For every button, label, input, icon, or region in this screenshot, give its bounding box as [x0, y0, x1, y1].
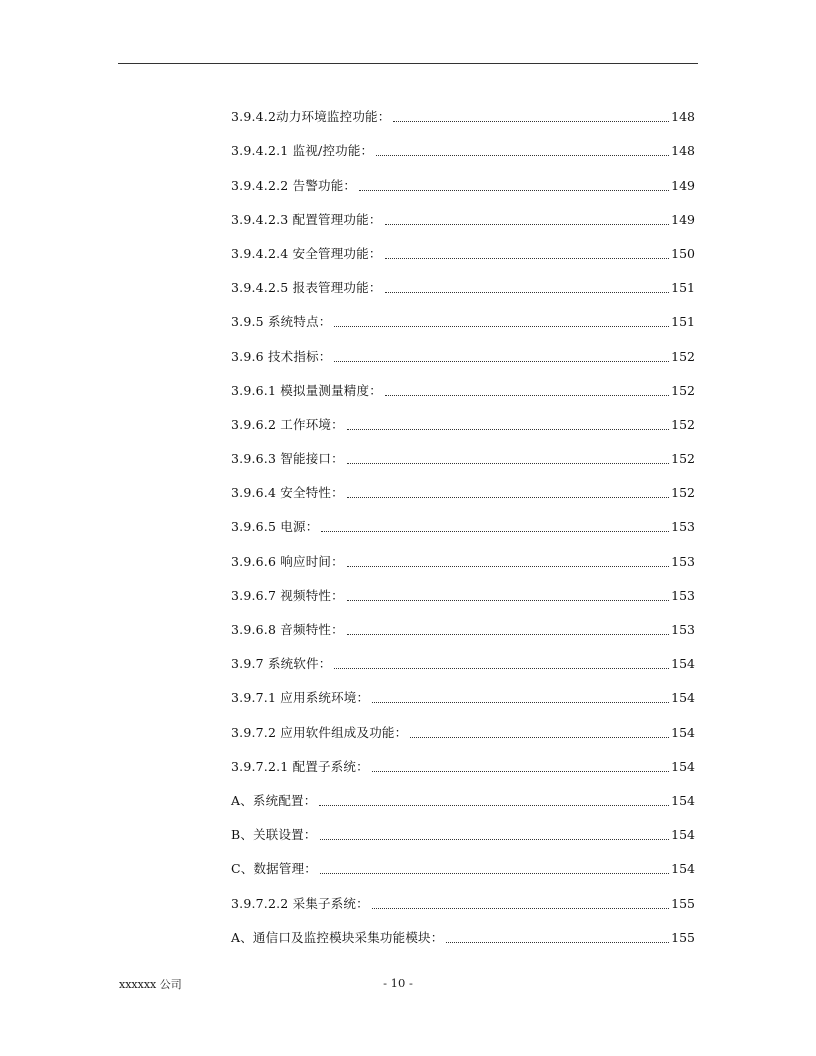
toc-entry-title: C、数据管理： [231, 861, 317, 877]
dot-leader [347, 496, 669, 498]
toc-entry-page: 154 [671, 690, 695, 706]
toc-entry[interactable] [231, 778, 695, 812]
toc-entry-title: B、关联设置： [231, 827, 317, 843]
dot-leader [385, 223, 670, 225]
toc-entry[interactable] [231, 333, 695, 367]
toc-entry[interactable] [231, 880, 695, 914]
table-of-contents [231, 94, 695, 949]
dot-leader [372, 770, 669, 772]
toc-entry-title: 3.9.4.2.2 告警功能： [231, 177, 357, 193]
toc-entry-title: 3.9.6.6 响应时间： [231, 553, 344, 569]
toc-entry-page: 150 [671, 245, 695, 261]
dot-leader [334, 360, 669, 362]
toc-entry-title: 3.9.7.2 应用软件组成及功能： [231, 724, 408, 740]
toc-entry-page: 153 [671, 587, 695, 603]
toc-entry-title: A、系统配置： [231, 792, 317, 808]
toc-entry-title: 3.9.6.4 安全特性： [231, 485, 344, 501]
toc-entry[interactable] [231, 607, 695, 641]
toc-entry-title: 3.9.7.1 应用系统环境： [231, 690, 370, 706]
toc-entry-page: 149 [671, 211, 695, 227]
toc-entry-page: 154 [671, 861, 695, 877]
toc-entry-page: 152 [671, 348, 695, 364]
toc-entry-page: 154 [671, 827, 695, 843]
toc-entry-title: 3.9.6.5 电源： [231, 519, 319, 535]
dot-leader [347, 462, 669, 464]
toc-entry[interactable] [231, 675, 695, 709]
toc-entry-page: 154 [671, 724, 695, 740]
toc-entry-page: 155 [671, 929, 695, 945]
toc-entry-title: 3.9.7.2.1 配置子系统： [231, 758, 369, 774]
dot-leader [347, 633, 669, 635]
toc-entry-page: 152 [671, 485, 695, 501]
toc-entry-page: 153 [671, 622, 695, 637]
dot-leader [385, 291, 670, 293]
toc-entry-title: 3.9.6.2 工作环境： [231, 416, 344, 432]
dot-leader [347, 428, 669, 430]
toc-entry-title: 3.9.5 系统特点： [231, 314, 332, 330]
footer-company: xxxxxx 公司 [119, 978, 182, 991]
toc-entry-title: 3.9.6.8 音频特性： [231, 622, 344, 637]
dot-leader [319, 804, 669, 806]
toc-entry-page: 152 [671, 416, 695, 432]
dot-leader [359, 189, 669, 191]
toc-entry-title: 3.9.6.7 视频特性： [231, 587, 344, 603]
toc-entry-page: 151 [671, 314, 695, 330]
dot-leader [334, 325, 669, 327]
dot-leader [320, 872, 669, 874]
dot-leader [321, 530, 669, 532]
toc-entry[interactable] [231, 915, 695, 949]
toc-entry-title: 3.9.6.3 智能接口： [231, 451, 344, 467]
toc-entry[interactable] [231, 470, 695, 504]
dot-leader [372, 701, 669, 703]
toc-entry[interactable] [231, 436, 695, 470]
toc-entry-page: 151 [671, 280, 695, 296]
toc-entry-page: 154 [671, 792, 695, 808]
toc-entry-title: 3.9.6.1 模拟量测量精度： [231, 382, 382, 398]
footer-page-number: - 10 - [383, 976, 413, 990]
toc-entry[interactable] [231, 744, 695, 778]
toc-entry[interactable] [231, 265, 695, 299]
toc-entry-title: A、通信口及监控模块采集功能模块： [231, 929, 444, 945]
toc-entry[interactable] [231, 538, 695, 572]
toc-entry[interactable] [231, 197, 695, 231]
toc-entry[interactable] [231, 128, 695, 162]
toc-entry-title: 3.9.4.2动力环境监控功能： [231, 109, 391, 125]
toc-entry[interactable] [231, 812, 695, 846]
toc-entry-title: 3.9.4.2.3 配置管理功能： [231, 211, 382, 227]
toc-entry[interactable] [231, 846, 695, 880]
toc-entry-title: 3.9.6 技术指标： [231, 348, 332, 364]
toc-entry-title: 3.9.7.2.2 采集子系统： [231, 895, 369, 911]
toc-entry-page: 153 [671, 553, 695, 569]
toc-entry[interactable] [231, 94, 695, 128]
toc-entry[interactable] [231, 231, 695, 265]
dot-leader [320, 838, 670, 840]
toc-entry[interactable] [231, 368, 695, 402]
dot-leader [376, 154, 669, 156]
toc-entry[interactable] [231, 504, 695, 538]
dot-leader [347, 599, 669, 601]
dot-leader [446, 941, 669, 943]
toc-entry-page: 155 [671, 895, 695, 911]
toc-entry-title: 3.9.7 系统软件： [231, 656, 332, 672]
header-rule [118, 63, 698, 64]
dot-leader [410, 736, 669, 738]
toc-entry-page: 154 [671, 758, 695, 774]
toc-entry-title: 3.9.4.2.5 报表管理功能： [231, 280, 382, 296]
dot-leader [385, 394, 669, 396]
dot-leader [347, 565, 669, 567]
toc-entry-page: 148 [671, 143, 695, 159]
dot-leader [334, 667, 669, 669]
dot-leader [393, 120, 669, 122]
toc-entry-title: 3.9.4.2.4 安全管理功能： [231, 245, 382, 261]
toc-entry[interactable] [231, 709, 695, 743]
toc-entry-page: 149 [671, 177, 695, 193]
toc-entry-page: 153 [671, 519, 695, 535]
toc-entry[interactable] [231, 573, 695, 607]
toc-entry[interactable] [231, 299, 695, 333]
dot-leader [385, 257, 670, 259]
toc-entry[interactable] [231, 641, 695, 675]
toc-entry[interactable] [231, 162, 695, 196]
toc-entry-page: 152 [671, 451, 695, 467]
toc-entry[interactable] [231, 402, 695, 436]
toc-entry-title: 3.9.4.2.1 监视/控功能： [231, 143, 374, 159]
toc-entry-page: 152 [671, 382, 695, 398]
toc-entry-page: 148 [671, 109, 695, 125]
dot-leader [372, 907, 669, 909]
toc-entry-page: 154 [671, 656, 695, 672]
